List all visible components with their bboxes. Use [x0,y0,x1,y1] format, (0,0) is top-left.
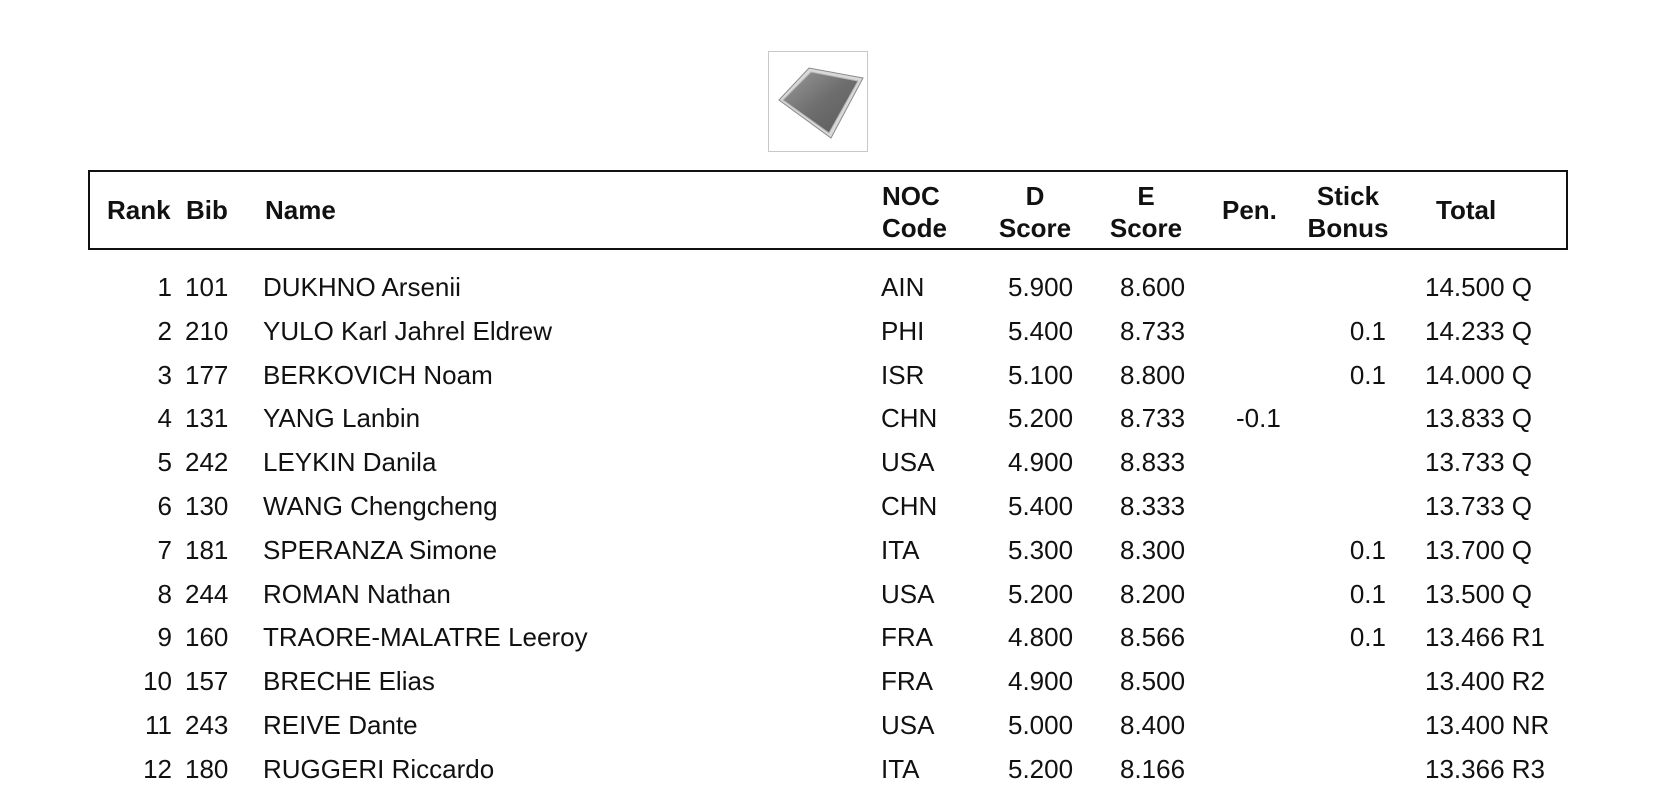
header-stick-bonus [1303,180,1393,244]
header-stick-line2: Bonus [1307,213,1389,243]
header-d-line1: D [1025,181,1045,211]
d-score: 5.000 [1008,710,1074,740]
athlete-name: YULO Karl Jahrel Eldrew [263,316,552,346]
noc-code: FRA [881,666,933,696]
bib-cell: 242 [185,447,229,477]
e-score: 8.733 [1120,316,1186,346]
athlete-name: BRECHE Elias [263,666,435,696]
d-score: 5.200 [1008,754,1074,784]
noc-code: CHN [881,403,938,433]
e-score: 8.500 [1120,666,1186,696]
e-score: 8.800 [1120,360,1186,390]
e-score: 8.833 [1120,447,1186,477]
total-score: 13.366 R3 [1425,754,1545,784]
rank-cell: 12 [143,754,172,784]
stick-bonus: 0.1 [1349,622,1386,652]
total-score: 14.233 Q [1425,316,1532,346]
table-row [0,484,1662,528]
total-score: 13.733 Q [1425,491,1532,521]
e-score: 8.200 [1120,579,1186,609]
rank-cell: 7 [157,535,172,565]
noc-code: USA [881,447,935,477]
bib-cell: 243 [185,710,229,740]
bib-cell: 210 [185,316,229,346]
table-row [0,309,1662,353]
bib-cell: 160 [185,622,229,652]
header-noc-line1: NOC [882,181,940,211]
header-d-line2: Score [998,213,1072,243]
rank-cell: 3 [157,360,172,390]
rank-cell: 8 [157,579,172,609]
stick-bonus: 0.1 [1349,316,1386,346]
d-score: 5.100 [1008,360,1074,390]
total-score: 13.733 Q [1425,447,1532,477]
total-score: 13.500 Q [1425,579,1532,609]
e-score: 8.300 [1120,535,1186,565]
stick-bonus: 0.1 [1349,535,1386,565]
noc-code: ITA [881,535,920,565]
total-score: 13.833 Q [1425,403,1532,433]
rank-cell: 1 [157,272,172,302]
d-score: 5.900 [1008,272,1074,302]
noc-code: ITA [881,754,920,784]
bib-cell: 131 [185,403,229,433]
athlete-name: SPERANZA Simone [263,535,498,565]
rank-cell: 6 [157,491,172,521]
header-noc-line2: Code [882,213,947,243]
athlete-name: YANG Lanbin [263,403,421,433]
table-row [0,659,1662,703]
d-score: 5.300 [1008,535,1074,565]
athlete-name: RUGGERI Riccardo [263,754,495,784]
noc-code: USA [881,710,935,740]
rank-cell: 5 [157,447,172,477]
bib-cell: 180 [185,754,229,784]
table-row [0,265,1662,309]
table-row [0,572,1662,616]
athlete-name: DUKHNO Arsenii [263,272,461,302]
header-name: Name [265,195,336,225]
rank-cell: 2 [157,316,172,346]
total-score: 13.400 R2 [1425,666,1545,696]
table-row [0,528,1662,572]
noc-code: ISR [881,360,925,390]
stick-bonus: 0.1 [1349,360,1386,390]
d-score: 5.200 [1008,403,1074,433]
header-stick-line1: Stick [1316,181,1380,211]
rank-cell: 10 [143,666,172,696]
header-total: Total [1436,195,1497,225]
rank-cell: 9 [157,622,172,652]
total-score: 13.400 NR [1425,710,1550,740]
athlete-name: LEYKIN Danila [263,447,437,477]
table-row [0,353,1662,397]
bib-cell: 244 [185,579,229,609]
header-noc-code [882,180,947,244]
noc-code: USA [881,579,935,609]
total-score: 13.466 R1 [1425,622,1545,652]
total-score: 13.700 Q [1425,535,1532,565]
header-rank: Rank [107,195,171,225]
bib-cell: 177 [185,360,229,390]
athlete-name: ROMAN Nathan [263,579,451,609]
table-row [0,615,1662,659]
header-d-score [995,180,1075,244]
noc-code: CHN [881,491,938,521]
noc-code: FRA [881,622,933,652]
d-score: 4.900 [1008,666,1074,696]
d-score: 4.800 [1008,622,1074,652]
header-penalty: Pen. [1222,195,1277,225]
penalty: -0.1 [1236,403,1281,433]
header-bib: Bib [186,195,228,225]
rank-cell: 11 [145,710,172,740]
athlete-name: WANG Chengcheng [263,491,498,521]
d-score: 5.200 [1008,579,1074,609]
bib-cell: 157 [185,666,229,696]
e-score: 8.600 [1120,272,1186,302]
total-score: 14.500 Q [1425,272,1532,302]
stick-bonus: 0.1 [1349,579,1386,609]
bib-cell: 101 [185,272,229,302]
noc-code: AIN [881,272,925,302]
noc-code: PHI [881,316,925,346]
d-score: 4.900 [1008,447,1074,477]
results-table-header [88,170,1568,250]
athlete-name: TRAORE-MALATRE Leeroy [263,622,588,652]
table-row [0,747,1662,791]
bib-cell: 130 [185,491,229,521]
table-row [0,396,1662,440]
d-score: 5.400 [1008,491,1074,521]
bib-cell: 181 [185,535,229,565]
total-score: 14.000 Q [1425,360,1532,390]
table-row [0,440,1662,484]
table-row [0,703,1662,747]
e-score: 8.400 [1120,710,1186,740]
e-score: 8.166 [1120,754,1186,784]
rank-cell: 4 [157,403,172,433]
e-score: 8.566 [1120,622,1186,652]
header-e-line2: Score [1109,213,1183,243]
athlete-name: BERKOVICH Noam [263,360,493,390]
e-score: 8.333 [1120,491,1186,521]
athlete-name: REIVE Dante [263,710,418,740]
header-e-score [1106,180,1186,244]
header-e-line1: E [1137,181,1155,211]
e-score: 8.733 [1120,403,1186,433]
floor-exercise-apparatus-icon [768,51,868,152]
d-score: 5.400 [1008,316,1074,346]
